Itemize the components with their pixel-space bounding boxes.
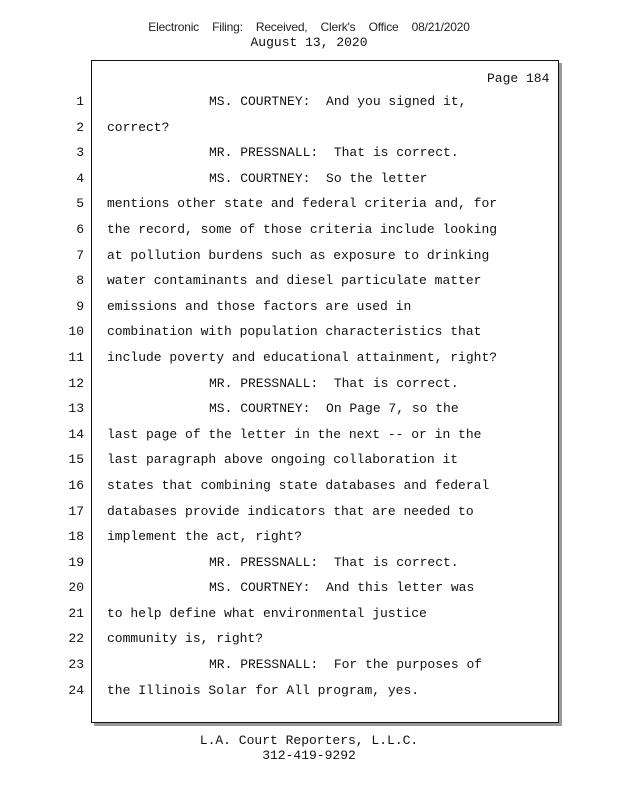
line-text: databases provide indicators that are needed to <box>107 503 474 519</box>
line-text: water contaminants and diesel particulate matter <box>107 273 482 289</box>
line-text: to help define what environmental justice <box>107 605 427 621</box>
line-text: combination with population characteristics that <box>107 324 482 340</box>
line-number: 1 <box>76 94 84 109</box>
transcript-line <box>0 218 618 244</box>
transcript-line <box>0 397 618 423</box>
transcript-line <box>0 90 618 116</box>
transcript-line <box>0 320 618 346</box>
line-text: MS. COURTNEY: So the letter <box>209 170 428 186</box>
transcript-line <box>0 346 618 372</box>
line-text: the Illinois Solar for All program, yes. <box>107 682 420 698</box>
line-text: last page of the letter in the next -- or in the <box>107 426 482 442</box>
transcript-line <box>0 474 618 500</box>
footer-phone: 312-419-9292 <box>262 748 356 763</box>
transcript-line <box>0 627 618 653</box>
transcript-line <box>0 167 618 193</box>
line-number: 22 <box>68 631 84 647</box>
line-text: states that combining state databases and federal <box>107 477 490 493</box>
line-number: 19 <box>68 554 84 570</box>
transcript-line <box>0 295 618 321</box>
page-number: Page 184 <box>487 71 550 86</box>
transcript-line <box>0 602 618 628</box>
transcript-line <box>0 576 618 602</box>
line-text: implement the act, right? <box>107 529 303 545</box>
line-number: 14 <box>68 426 84 442</box>
transcript-line <box>0 141 618 167</box>
line-text: at pollution burdens such as exposure to drinking <box>107 247 490 263</box>
line-text: MS. COURTNEY: On Page 7, so the <box>209 401 459 417</box>
line-number: 2 <box>76 119 84 135</box>
transcript-line <box>0 192 618 218</box>
line-text: MS. COURTNEY: And you signed it, <box>209 94 467 109</box>
line-number: 21 <box>68 605 84 621</box>
transcript-line <box>0 423 618 449</box>
transcript-line <box>0 679 618 705</box>
filing-stamp: Electronic Filing: Received, Clerk's Office 08/21/2020 <box>148 20 470 34</box>
transcript-line <box>0 269 618 295</box>
line-number: 24 <box>68 682 84 698</box>
line-number: 7 <box>76 247 84 263</box>
transcript-line <box>0 551 618 577</box>
line-number: 5 <box>76 196 84 212</box>
line-text: MR. PRESSNALL: That is correct. <box>209 554 459 570</box>
line-number: 12 <box>68 375 84 391</box>
line-number: 20 <box>68 580 84 596</box>
line-number: 16 <box>68 477 84 493</box>
line-text: MR. PRESSNALL: For the purposes of <box>209 657 483 673</box>
transcript-line <box>0 500 618 526</box>
line-number: 6 <box>76 221 84 237</box>
transcript-date: August 13, 2020 <box>250 35 368 50</box>
transcript-line <box>0 525 618 551</box>
line-text: the record, some of those criteria include looking <box>107 221 498 237</box>
transcript-line <box>0 372 618 398</box>
line-text: MS. COURTNEY: And this letter was <box>209 580 475 596</box>
line-text: correct? <box>107 119 170 135</box>
line-number: 3 <box>76 145 84 161</box>
line-text: community is, right? <box>107 631 264 647</box>
footer <box>0 733 618 763</box>
transcript-lines <box>0 90 618 704</box>
line-number: 18 <box>68 529 84 545</box>
line-text: MR. PRESSNALL: That is correct. <box>209 145 459 161</box>
line-number: 10 <box>68 324 84 340</box>
line-text: emissions and those factors are used in <box>107 298 412 314</box>
line-text: last paragraph above ongoing collaboration it <box>107 452 459 468</box>
line-number: 13 <box>68 401 84 417</box>
line-text: mentions other state and federal criteria and, for <box>107 196 498 212</box>
line-number: 15 <box>68 452 84 468</box>
footer-company: L.A. Court Reporters, L.L.C. <box>199 733 419 748</box>
transcript-line <box>0 653 618 679</box>
line-text: include poverty and educational attainment, right? <box>107 349 498 365</box>
transcript-line <box>0 448 618 474</box>
line-number: 17 <box>68 503 84 519</box>
line-number: 23 <box>68 657 84 673</box>
line-number: 8 <box>76 273 84 289</box>
line-number: 11 <box>68 349 84 365</box>
line-number: 9 <box>76 298 84 314</box>
line-number: 4 <box>76 170 84 186</box>
transcript-line <box>0 244 618 270</box>
transcript-line <box>0 116 618 142</box>
line-text: MR. PRESSNALL: That is correct. <box>209 375 459 391</box>
